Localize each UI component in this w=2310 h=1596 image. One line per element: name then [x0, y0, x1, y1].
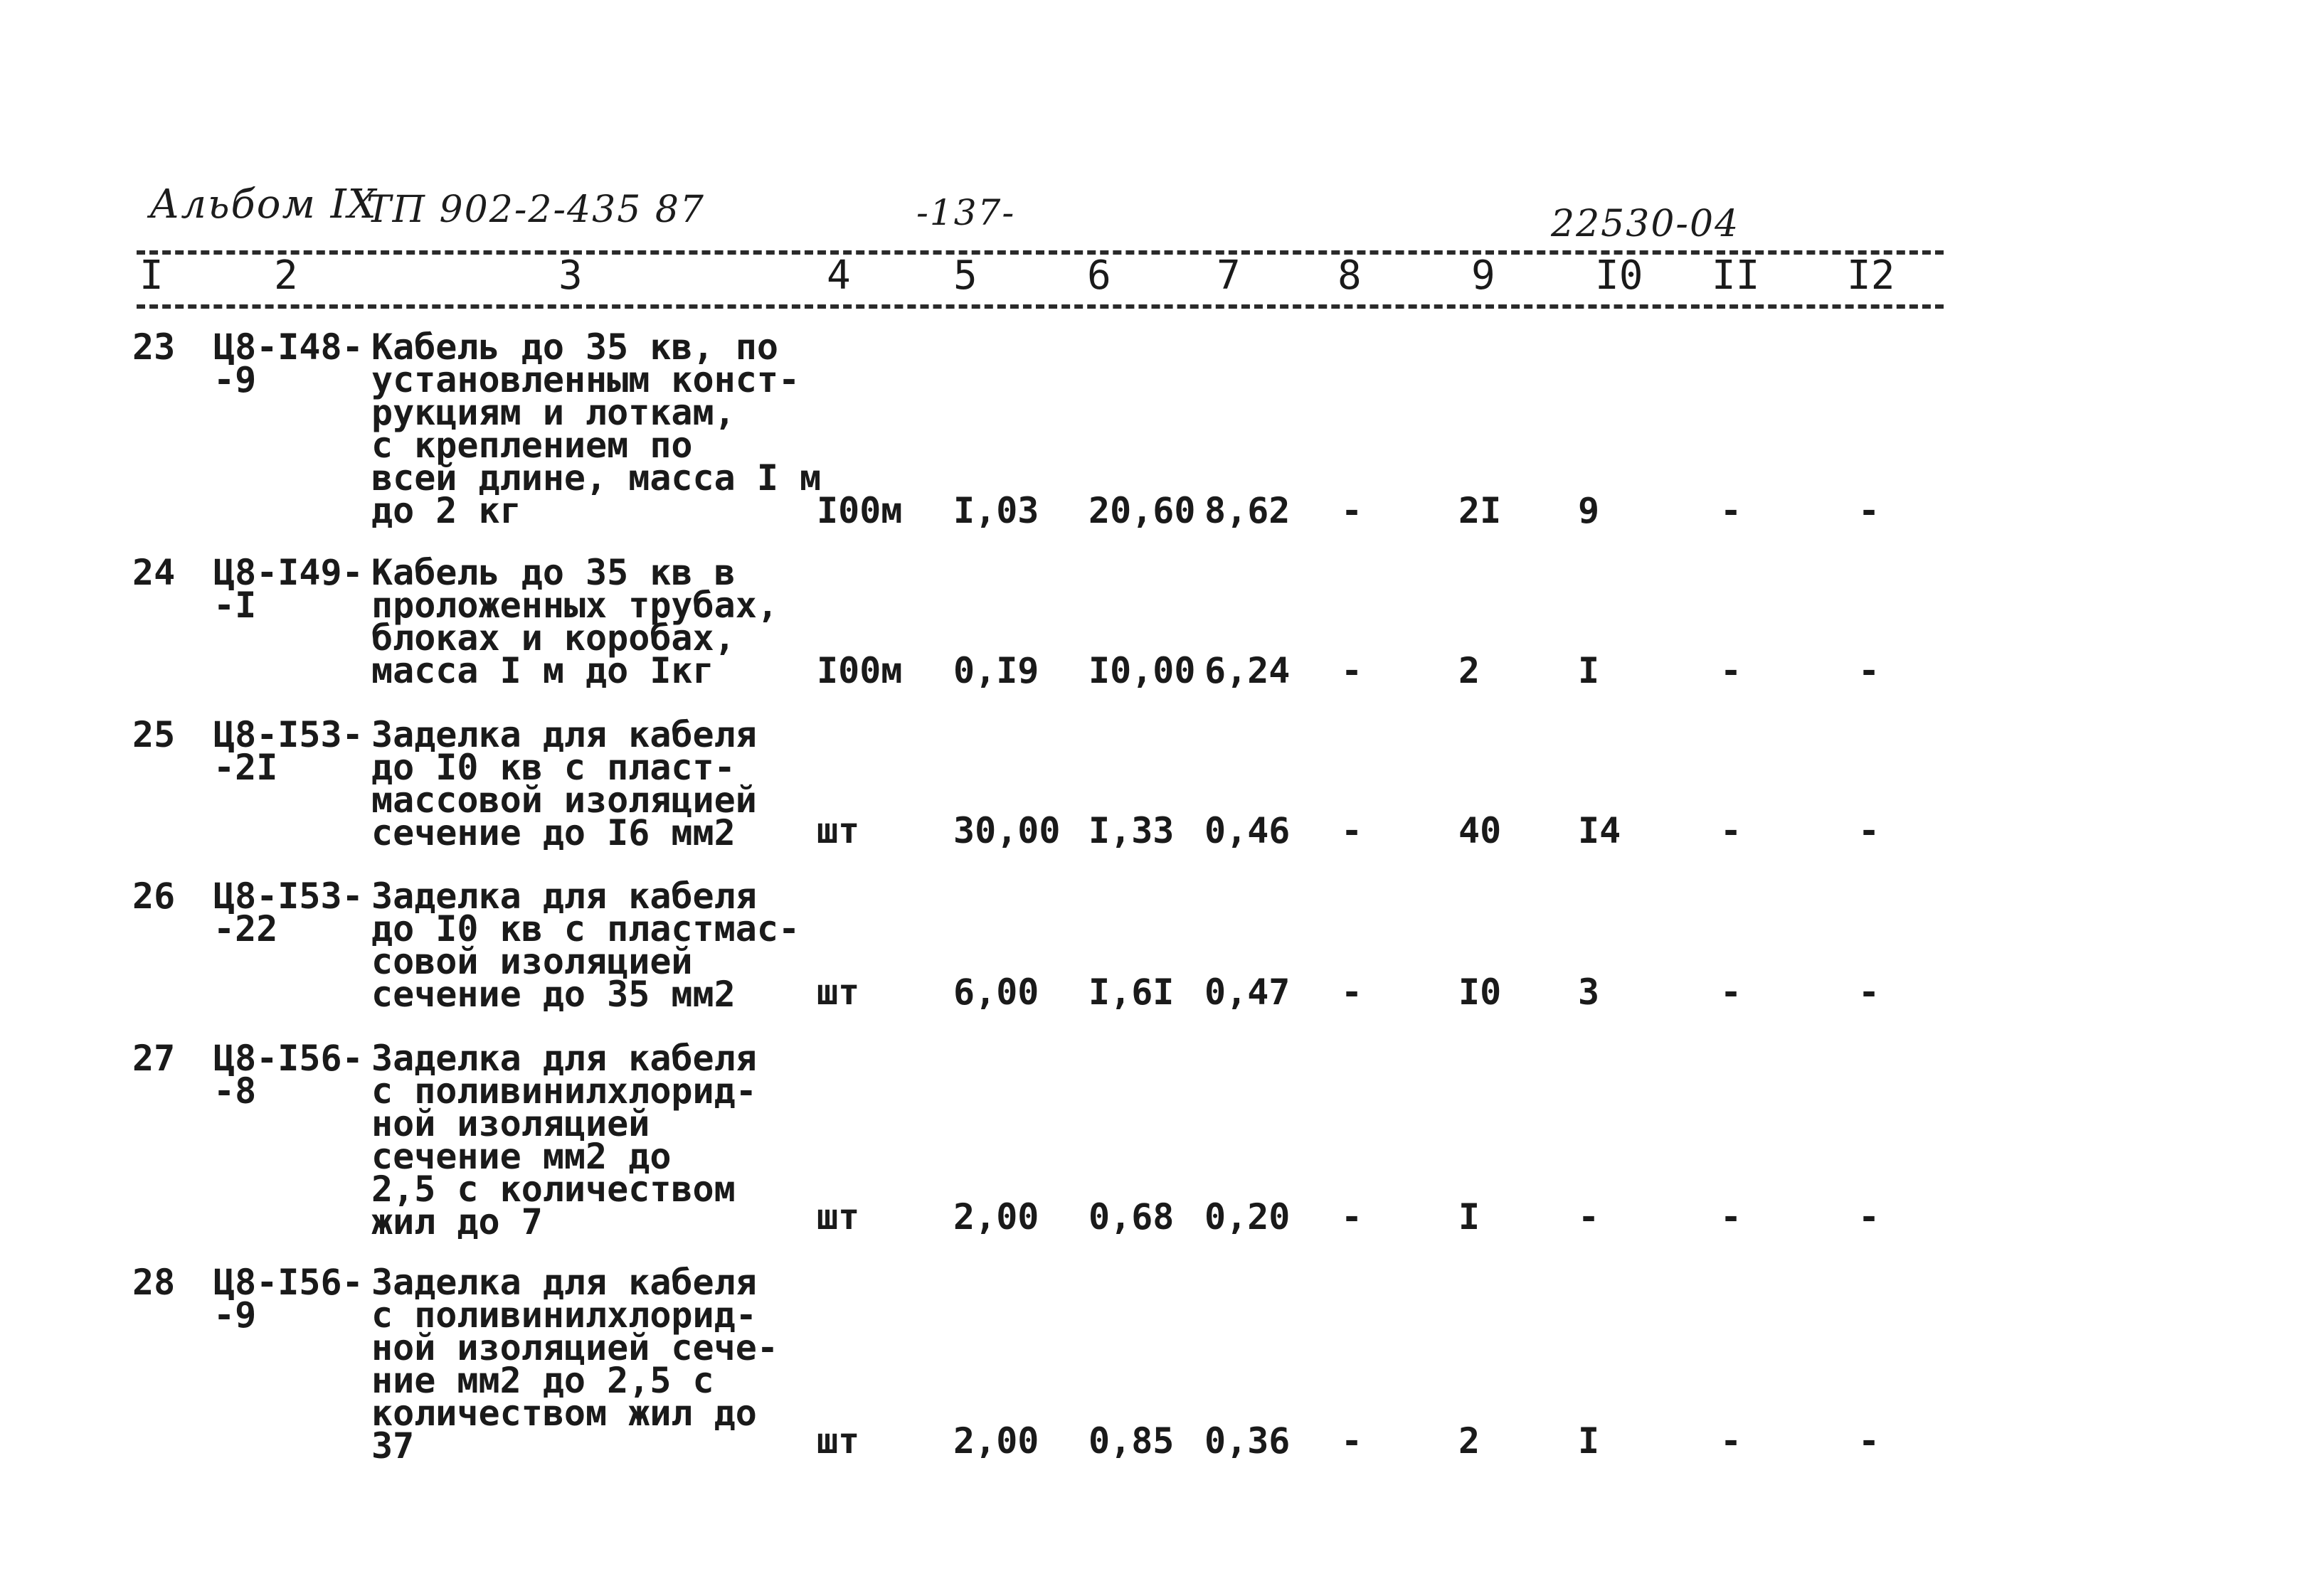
row-col8: - [1341, 1420, 1363, 1462]
row-description: Заделка для кабеля до I0 кв с пластмас- совой изоляцией сечение до 35 мм2 [371, 876, 800, 1015]
row-description: Заделка для кабеля до I0 кв с пласт- массовой изоляцией сечение до I6 мм2 [371, 714, 757, 853]
row-col7: 8,62 [1204, 490, 1291, 531]
row-col12: - [1858, 1196, 1880, 1238]
row-number: 24 [132, 552, 176, 593]
row-col12: - [1858, 650, 1880, 691]
row-number: 27 [132, 1038, 176, 1079]
row-col8: - [1341, 810, 1363, 851]
row-quantity: 6,00 [953, 972, 1039, 1013]
column-number: 6 [1087, 252, 1111, 299]
column-number: I0 [1595, 252, 1643, 299]
row-unit: шт [817, 972, 860, 1013]
row-code: Ц8-I53- -2I [213, 714, 364, 788]
row-col9: 40 [1458, 810, 1502, 851]
column-number: I2 [1847, 252, 1895, 299]
row-col11: - [1720, 1196, 1742, 1238]
row-col6: 0,85 [1088, 1420, 1175, 1462]
row-col6: I,6I [1088, 972, 1175, 1013]
row-col9: 2 [1458, 1420, 1480, 1462]
row-number: 23 [132, 326, 176, 368]
row-number: 25 [132, 714, 176, 755]
document-code: 22530-04 [1551, 203, 1740, 245]
row-code: Ц8-I56- -9 [213, 1262, 364, 1336]
row-col12: - [1858, 810, 1880, 851]
column-number: 3 [558, 252, 583, 299]
row-col6: 0,68 [1088, 1196, 1175, 1238]
column-number: 4 [827, 252, 851, 299]
row-col8: - [1341, 490, 1363, 531]
row-col10: I4 [1578, 810, 1621, 851]
row-number: 26 [132, 876, 176, 917]
row-col9: 2 [1458, 650, 1480, 691]
row-col6: I,33 [1088, 810, 1175, 851]
project-number: ТП 902-2-435 87 [366, 188, 705, 231]
column-number: I [139, 252, 164, 299]
row-col6: 20,60 [1088, 490, 1196, 531]
column-number: 9 [1471, 252, 1495, 299]
row-unit: шт [817, 1196, 860, 1238]
row-col11: - [1720, 810, 1742, 851]
row-col11: - [1720, 972, 1742, 1013]
row-col12: - [1858, 490, 1880, 531]
row-description: Кабель до 35 кв в проложенных трубах, блоках и коробах, масса I м до Iкг [371, 552, 778, 691]
row-number: 28 [132, 1262, 176, 1303]
row-col11: - [1720, 650, 1742, 691]
row-col8: - [1341, 650, 1363, 691]
page-number: -137- [916, 192, 1016, 233]
header-rule-bottom [137, 304, 1944, 309]
row-col10: I [1578, 650, 1600, 691]
row-unit: I00м [817, 490, 903, 531]
row-code: Ц8-I53- -22 [213, 876, 364, 949]
row-code: Ц8-I48- -9 [213, 326, 364, 400]
column-number: 2 [274, 252, 298, 299]
row-col7: 0,20 [1204, 1196, 1291, 1238]
row-col7: 0,46 [1204, 810, 1291, 851]
column-number: 7 [1217, 252, 1241, 299]
column-number: 8 [1337, 252, 1362, 299]
row-description: Заделка для кабеля с поливинилхлорид- ной изоляцией сече- ние мм2 до 2,5 с количеством жил до 37 [371, 1262, 778, 1467]
row-quantity: 30,00 [953, 810, 1061, 851]
row-description: Кабель до 35 кв, по установленным конст- рукциям и лоткам, с креплением по всей длине, масса I м до 2 кг [371, 326, 822, 531]
album-label: Альбом IX [149, 181, 378, 228]
row-col7: 6,24 [1204, 650, 1291, 691]
row-unit: шт [817, 1420, 860, 1462]
row-quantity: I,03 [953, 490, 1039, 531]
row-col10: 3 [1578, 972, 1600, 1013]
row-col10: - [1578, 1196, 1600, 1238]
row-quantity: 0,I9 [953, 650, 1039, 691]
row-col7: 0,36 [1204, 1420, 1291, 1462]
row-quantity: 2,00 [953, 1196, 1039, 1238]
row-col9: I [1458, 1196, 1480, 1238]
row-col12: - [1858, 1420, 1880, 1462]
row-col10: I [1578, 1420, 1600, 1462]
row-unit: шт [817, 810, 860, 851]
row-col9: 2I [1458, 490, 1502, 531]
row-quantity: 2,00 [953, 1420, 1039, 1462]
row-col9: I0 [1458, 972, 1502, 1013]
column-number: II [1712, 252, 1760, 299]
row-col8: - [1341, 972, 1363, 1013]
row-col8: - [1341, 1196, 1363, 1238]
row-col10: 9 [1578, 490, 1600, 531]
row-code: Ц8-I56- -8 [213, 1038, 364, 1112]
row-description: Заделка для кабеля с поливинилхлорид- ной изоляцией сечение мм2 до 2,5 с количеством жил до 7 [371, 1038, 757, 1243]
column-number: 5 [953, 252, 977, 299]
row-col12: - [1858, 972, 1880, 1013]
row-col11: - [1720, 490, 1742, 531]
row-col11: - [1720, 1420, 1742, 1462]
row-code: Ц8-I49- -I [213, 552, 364, 626]
row-col6: I0,00 [1088, 650, 1196, 691]
row-unit: I00м [817, 650, 903, 691]
row-col7: 0,47 [1204, 972, 1291, 1013]
header-rule-top [137, 250, 1944, 255]
